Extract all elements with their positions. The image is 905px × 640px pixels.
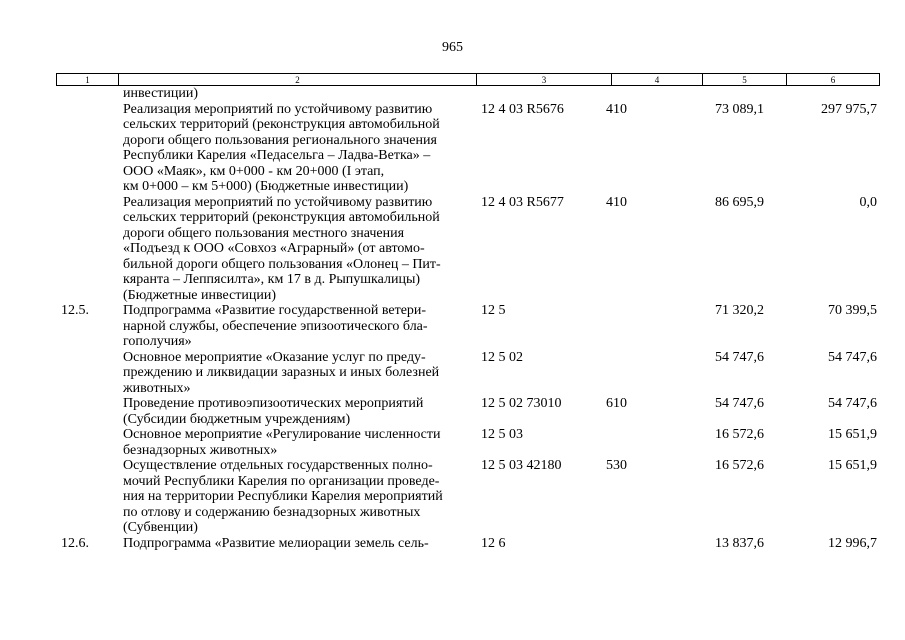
table-row <box>56 195 880 304</box>
row-value-col5: 16 572,6 <box>715 427 764 442</box>
row-value-col5: 71 320,2 <box>715 303 764 318</box>
row-number: 12.5. <box>61 303 89 318</box>
row-value-col5: 86 695,9 <box>715 194 764 210</box>
row-name: Подпрограмма «Развитие государственной ветери- нарной службы, обеспечение эпизоотического бла- гополучия» <box>123 303 428 349</box>
row-name: Основное мероприятие «Регулирование численности безнадзорных животных» <box>123 427 441 458</box>
header-col-6: 6 <box>830 75 836 85</box>
row-value-col5: 73 089,1 <box>715 101 764 117</box>
row-value-col5: 54 747,6 <box>715 349 764 365</box>
row-code: 12 5 02 <box>481 349 523 365</box>
row-name: Реализация мероприятий по устойчивому развитию сельских территорий (реконструкция автомобильной дороги общего пользования местного значения «Подъезд к ООО «Совхоз «Аграрный» (от автомо- бильной дороги общего пользования «Олонец – Пит- кяранта – Леппясилта», км 17 в д. Рыпушкалицы) (Бюджетные инвестиции) <box>123 194 441 303</box>
row-number: 12.6. <box>61 535 89 551</box>
header-col-1: 1 <box>57 74 119 85</box>
table-row <box>56 396 880 427</box>
header-col-4: 4 <box>612 74 703 85</box>
table-body <box>56 86 880 551</box>
table-row <box>56 536 880 552</box>
table-row <box>56 458 880 536</box>
row-value-col6: 15 651,9 <box>828 458 877 473</box>
header-col-2: 2 <box>119 74 477 85</box>
header-col-5: 5 <box>703 74 787 85</box>
row-value-col6: 54 747,6 <box>828 396 877 411</box>
page-number: 965 <box>442 40 463 55</box>
row-value-col6: 297 975,7 <box>821 101 877 117</box>
row-code: 12 5 03 42180 <box>481 458 562 473</box>
table-header <box>56 73 880 86</box>
row-expense-type: 410 <box>606 101 627 117</box>
row-code: 12 4 03 R5676 <box>481 101 564 117</box>
table-row <box>56 86 880 102</box>
row-name: Подпрограмма «Развитие мелиорации земель сель- <box>123 535 429 551</box>
table-row <box>56 102 880 195</box>
row-name: Проведение противоэпизоотических мероприятий (Субсидии бюджетным учреждениям) <box>123 396 424 427</box>
row-value-col5: 54 747,6 <box>715 396 764 411</box>
row-value-col6: 54 747,6 <box>828 349 877 365</box>
row-code: 12 5 03 <box>481 427 523 442</box>
row-code: 12 4 03 R5677 <box>481 194 564 210</box>
row-name: инвестиции) <box>123 86 199 101</box>
row-value-col5: 13 837,6 <box>715 535 764 551</box>
header-col-3: 3 <box>477 74 612 85</box>
row-value-col5: 16 572,6 <box>715 458 764 473</box>
row-value-col6: 0,0 <box>859 194 877 210</box>
row-name: Реализация мероприятий по устойчивому развитию сельских территорий (реконструкция автомобильной дороги общего пользования регионального значения Республики Карелия «Педасельга – Ладва-Ветка» – ООО «Маяк», км 0+000 - км 20+000 (I этап, км 0+000 – км 5+000) (Бюджетные инвестиции) <box>123 101 440 194</box>
row-value-col6: 12 996,7 <box>828 535 877 551</box>
row-code: 12 5 <box>481 303 506 318</box>
row-code: 12 5 02 73010 <box>481 396 562 411</box>
row-value-col6: 70 399,5 <box>828 303 877 318</box>
row-value-col6: 15 651,9 <box>828 427 877 442</box>
row-name: Осуществление отдельных государственных полно- мочий Республики Карелия по организации проведе- ния на территории Республики Карелия мероприятий по отлову и содержанию безнадзорных животных (Субвенции) <box>123 458 443 535</box>
table-row <box>56 427 880 458</box>
row-expense-type: 610 <box>606 396 627 411</box>
row-code: 12 6 <box>481 535 506 551</box>
row-name: Основное мероприятие «Оказание услуг по преду- преждению и ликвидации заразных и иных болезней животных» <box>123 349 440 396</box>
table-row <box>56 350 880 397</box>
row-expense-type: 530 <box>606 458 627 473</box>
row-expense-type: 410 <box>606 194 627 210</box>
table-row <box>56 303 880 350</box>
